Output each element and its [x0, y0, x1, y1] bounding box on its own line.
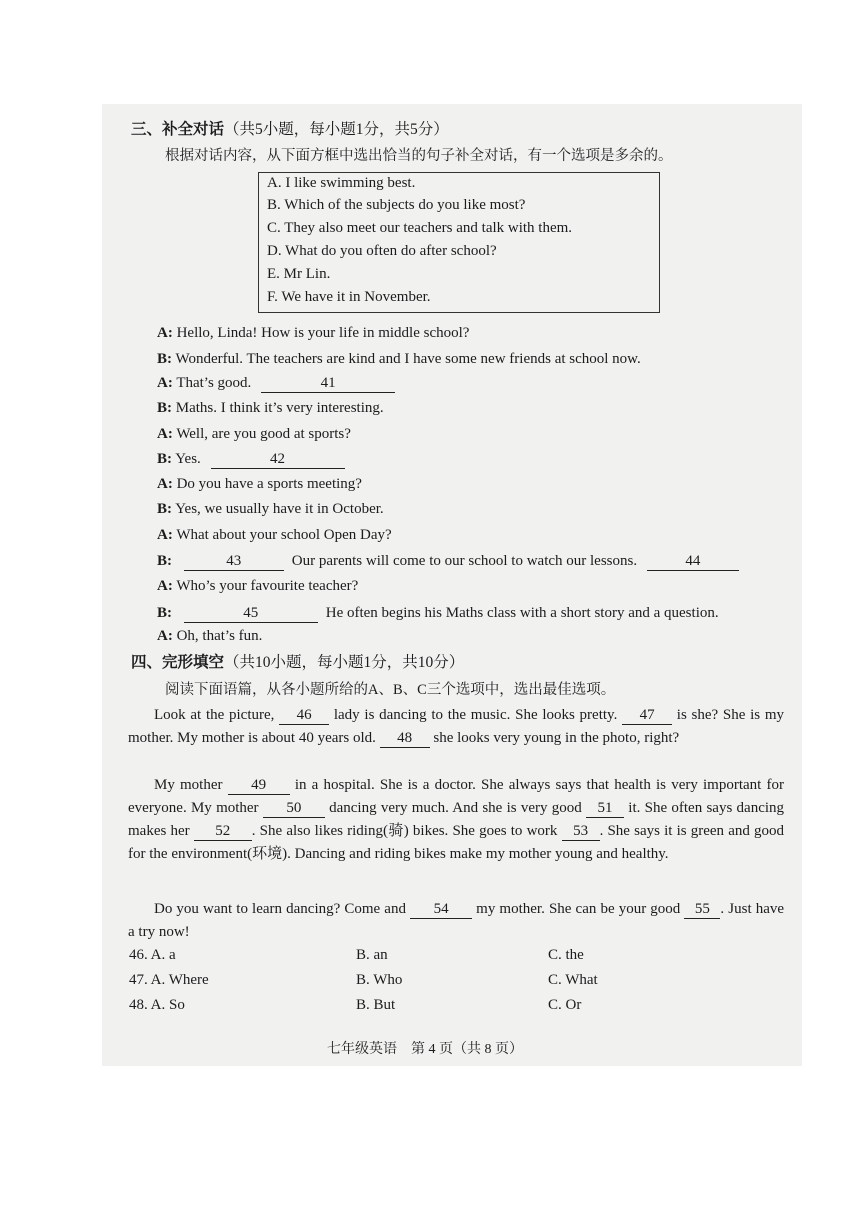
passage-text: Do you want to learn dancing? Come and — [154, 901, 406, 917]
speaker-label: A: — [157, 375, 173, 391]
passage-text: lady is dancing to the music. She looks pretty. — [333, 707, 618, 723]
speaker-label: A: — [157, 476, 173, 492]
blank-46[interactable]: 46 — [279, 707, 329, 725]
dialogue-text: Oh, that’s fun. — [176, 628, 263, 644]
dialogue-text: Maths. I think it’s very interesting. — [175, 400, 384, 416]
speaker-label: A: — [157, 325, 173, 341]
dialogue-text: Do you have a sports meeting? — [176, 476, 362, 492]
blank-44[interactable]: 44 — [647, 553, 739, 571]
blank-49[interactable]: 49 — [228, 777, 290, 795]
options-box — [258, 172, 660, 313]
choice-row-47-c[interactable]: C. What — [548, 972, 598, 988]
choice-row-48-c[interactable]: C. Or — [548, 997, 582, 1013]
dialogue-line — [157, 474, 362, 494]
passage-text: Look at the picture, — [154, 707, 275, 723]
section3-instruction: 根据对话内容，从下面方框中选出恰当的句子补全对话，有一个选项是多余的。 — [165, 148, 673, 164]
speaker-label: A: — [157, 426, 173, 442]
blank-53[interactable]: 53 — [562, 823, 600, 841]
passage-paragraph-2 — [128, 774, 784, 866]
passage-text: . She also likes riding(骑) bikes. She goes to work — [251, 823, 558, 839]
dialogue-text: Hello, Linda! How is your life in middle school? — [176, 325, 470, 341]
dialogue-line — [157, 449, 345, 469]
speaker-label: B: — [157, 400, 172, 416]
page-footer: 七年级英语 第 4 页（共 8 页） — [327, 1042, 523, 1057]
passage-text: it. She often says dancing makes her — [128, 800, 785, 839]
dialogue-line — [157, 398, 384, 418]
blank-52[interactable]: 52 — [194, 823, 252, 841]
dialogue-text: Our parents will come to our school to watch our lessons. — [291, 553, 638, 569]
dialogue-text: Yes. — [175, 451, 201, 467]
passage-text: in a hospital. She is a doctor. She always says that health is very important for everyone. My mother — [128, 777, 784, 816]
option-d: D. What do you often do after school? — [267, 243, 497, 259]
speaker-label: B: — [157, 501, 172, 517]
speaker-label: B: — [157, 451, 172, 467]
section3-header — [131, 120, 449, 140]
speaker-label: A: — [157, 628, 173, 644]
passage-text: dancing very much. And she is very good — [329, 800, 582, 816]
passage-text: My mother — [154, 777, 223, 793]
speaker-label: B: — [157, 351, 172, 367]
blank-47[interactable]: 47 — [622, 707, 672, 725]
dialogue-text: That’s good. — [176, 375, 252, 391]
passage-paragraph-3 — [128, 898, 784, 944]
dialogue-line — [157, 424, 351, 444]
choice-row-46-c[interactable]: C. the — [548, 947, 584, 963]
dialogue-text: What about your school Open Day? — [176, 527, 392, 543]
option-f: F. We have it in November. — [267, 289, 431, 305]
section3-score-note: （共5小题，每小题1分，共5分） — [224, 121, 449, 138]
section4-title: 四、完形填空 — [131, 654, 225, 671]
dialogue-line — [157, 323, 469, 343]
speaker-label: A: — [157, 527, 173, 543]
blank-48[interactable]: 48 — [380, 730, 430, 748]
dialogue-text: Well, are you good at sports? — [176, 426, 351, 442]
dialogue-text: He often begins his Maths class with a short story and a question. — [325, 605, 719, 621]
dialogue-line — [157, 603, 719, 623]
blank-42[interactable]: 42 — [211, 451, 345, 469]
option-e: E. Mr Lin. — [267, 266, 331, 282]
passage-paragraph-1 — [128, 704, 784, 750]
passage-text: she looks very young in the photo, right? — [433, 730, 680, 746]
blank-50[interactable]: 50 — [263, 800, 325, 818]
option-c: C. They also meet our teachers and talk with them. — [267, 220, 573, 236]
choice-row-47-b[interactable]: B. Who — [356, 972, 403, 988]
dialogue-text: Who’s your favourite teacher? — [176, 578, 359, 594]
passage-text: . Just have a try now! — [128, 901, 785, 940]
section4-score-note: （共10小题，每小题1分，共10分） — [224, 654, 465, 671]
dialogue-line — [157, 626, 262, 646]
blank-55[interactable]: 55 — [684, 901, 720, 919]
dialogue-line — [157, 525, 392, 545]
choice-row-47-a[interactable]: 47. A. Where — [129, 972, 209, 988]
dialogue-line — [157, 349, 641, 369]
dialogue-text: Wonderful. The teachers are kind and I have some new friends at school now. — [175, 351, 641, 367]
speaker-label: A: — [157, 578, 173, 594]
passage-text: my mother. She can be your good — [476, 901, 681, 917]
passage-text: is she? She is my mother. My mother is about 40 years old. — [128, 707, 785, 746]
choice-row-46-a[interactable]: 46. A. a — [129, 947, 176, 963]
speaker-label: B: — [157, 605, 172, 621]
passage-text: . She says it is green and good for the environment(环境). Dancing and riding bikes make my mother young and healthy. — [128, 823, 785, 862]
blank-41[interactable]: 41 — [261, 375, 395, 393]
dialogue-text: Yes, we usually have it in October. — [175, 501, 384, 517]
choice-row-46-b[interactable]: B. an — [356, 947, 388, 963]
dialogue-line — [157, 499, 384, 519]
blank-51[interactable]: 51 — [586, 800, 624, 818]
blank-45[interactable]: 45 — [184, 605, 318, 623]
section4-header — [131, 653, 464, 673]
section4-instruction: 阅读下面语篇，从各小题所给的A、B、C三个选项中，选出最佳选项。 — [165, 682, 616, 698]
dialogue-line — [157, 551, 739, 571]
option-b: B. Which of the subjects do you like most? — [267, 197, 526, 213]
speaker-label: B: — [157, 553, 172, 569]
dialogue-line — [157, 576, 358, 596]
blank-43[interactable]: 43 — [184, 553, 284, 571]
dialogue-line — [157, 373, 395, 393]
choice-row-48-b[interactable]: B. But — [356, 997, 396, 1013]
blank-54[interactable]: 54 — [410, 901, 472, 919]
section3-title: 三、补全对话 — [131, 121, 225, 138]
choice-row-48-a[interactable]: 48. A. So — [129, 997, 185, 1013]
option-a: A. I like swimming best. — [267, 175, 416, 191]
